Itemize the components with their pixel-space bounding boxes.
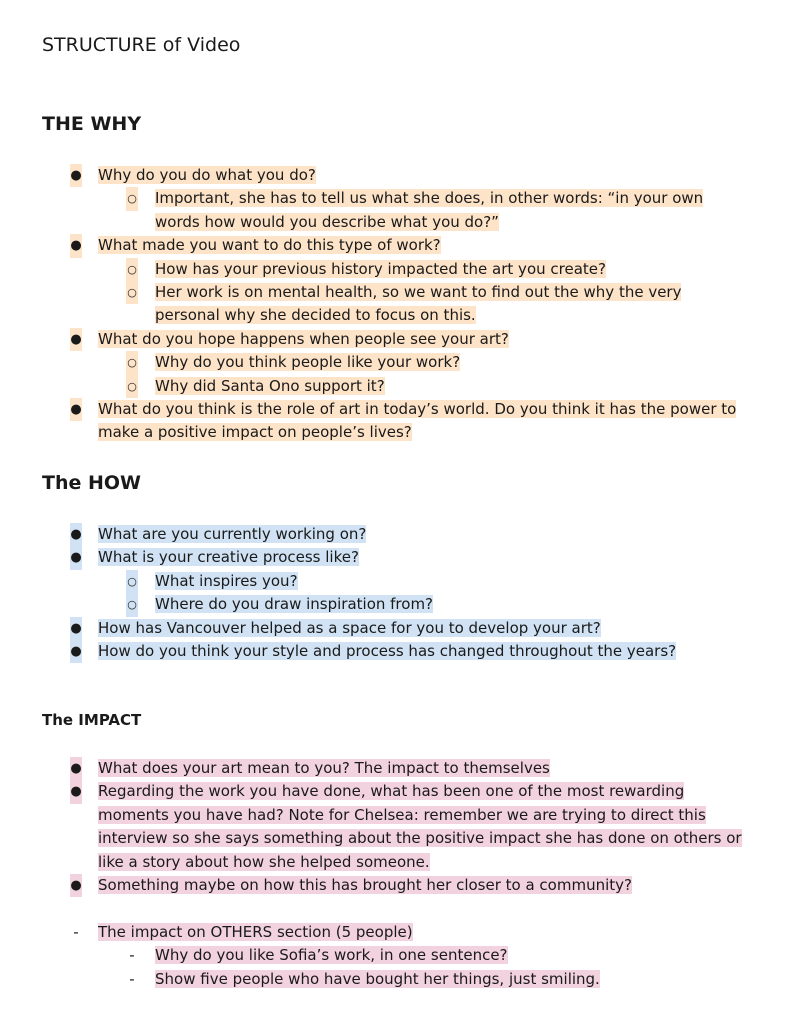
list-item-text: Regarding the work you have done, what has been one of the most rewarding moments you have had? Note for Chelsea: remember we are trying to direct this interview so she says something about the positive impact she has done on others or like a story about how she helped someone. — [98, 782, 742, 871]
bullet-icon: ● — [70, 640, 82, 663]
why-question-list — [0, 164, 798, 445]
list-item — [0, 570, 798, 593]
list-item — [0, 921, 798, 944]
list-item — [0, 757, 798, 780]
list-item — [0, 546, 798, 569]
list-item-text: Why do you do what you do? — [98, 166, 316, 184]
list-item-text: What does your art mean to you? The impact to themselves — [98, 759, 550, 777]
section-heading-how: The HOW — [42, 472, 141, 494]
list-item — [0, 281, 798, 328]
dash-icon: - — [129, 946, 135, 965]
bullet-icon: ● — [70, 398, 82, 421]
circle-bullet-icon: ○ — [126, 593, 138, 616]
list-item — [0, 944, 798, 967]
bullet-icon: ● — [70, 874, 82, 897]
bullet-icon: ● — [70, 546, 82, 569]
circle-bullet-icon: ○ — [126, 258, 138, 281]
list-item-text: How has Vancouver helped as a space for you to develop your art? — [98, 618, 601, 637]
list-item-text: The impact on OTHERS section (5 people) — [98, 923, 413, 941]
list-item-text: Something maybe on how this has brought her closer to a community? — [98, 876, 632, 895]
list-item — [0, 617, 798, 640]
list-item-text: What are you currently working on? — [98, 525, 367, 543]
list-item-text: Why do you think people like your work? — [155, 353, 461, 372]
impact-question-list — [0, 757, 798, 897]
list-item — [0, 523, 798, 546]
list-item — [0, 968, 798, 991]
list-item — [0, 234, 798, 257]
list-item-text: How do you think your style and process has changed throughout the years? — [98, 642, 677, 661]
section-heading-impact: The IMPACT — [42, 711, 142, 729]
circle-bullet-icon: ○ — [126, 187, 138, 210]
list-item-text: Important, she has to tell us what she does, in other words: “in your own words how would you describe what you do?” — [155, 189, 704, 231]
section-heading-why: THE WHY — [42, 113, 142, 135]
list-item — [0, 398, 798, 445]
document-title: STRUCTURE of Video — [42, 34, 241, 56]
bullet-icon: ● — [70, 757, 82, 780]
list-item — [0, 187, 798, 234]
circle-bullet-icon: ○ — [126, 375, 138, 398]
list-item-text: How has your previous history impacted the art you create? — [155, 259, 606, 278]
list-item-text: Why did Santa Ono support it? — [155, 376, 385, 395]
bullet-icon: ● — [70, 780, 82, 803]
bullet-icon: ● — [70, 617, 82, 640]
list-item-text: What made you want to do this type of work? — [98, 236, 441, 255]
list-item-text: Show five people who have bought her things, just smiling. — [155, 969, 600, 988]
dash-icon: - — [73, 923, 79, 941]
bullet-icon: ● — [70, 164, 82, 187]
circle-bullet-icon: ○ — [126, 570, 138, 593]
list-item-text: Her work is on mental health, so we want to find out the why the very personal why she decided to focus on this. — [155, 283, 682, 325]
how-question-list — [0, 523, 798, 663]
bullet-icon: ● — [70, 523, 82, 546]
impact-others-list — [0, 921, 798, 991]
list-item — [0, 375, 798, 398]
list-item — [0, 328, 798, 351]
list-item — [0, 593, 798, 616]
list-item-text: Where do you draw inspiration from? — [155, 595, 434, 614]
list-item — [0, 874, 798, 897]
list-item — [0, 640, 798, 663]
circle-bullet-icon: ○ — [126, 281, 138, 304]
list-item — [0, 351, 798, 374]
bullet-icon: ● — [70, 328, 82, 351]
list-item — [0, 258, 798, 281]
list-item-text: What do you hope happens when people see your art? — [98, 329, 509, 348]
list-item-text: What inspires you? — [155, 571, 298, 590]
list-item — [0, 164, 798, 187]
list-item-text: Why do you like Sofia’s work, in one sentence? — [155, 946, 508, 965]
list-item-text: What is your creative process like? — [98, 548, 359, 567]
circle-bullet-icon: ○ — [126, 351, 138, 374]
list-item-text: What do you think is the role of art in today’s world. Do you think it has the power to make a positive impact on people’s lives? — [98, 400, 737, 442]
list-item — [0, 780, 798, 874]
dash-icon: - — [129, 969, 135, 988]
bullet-icon: ● — [70, 234, 82, 257]
